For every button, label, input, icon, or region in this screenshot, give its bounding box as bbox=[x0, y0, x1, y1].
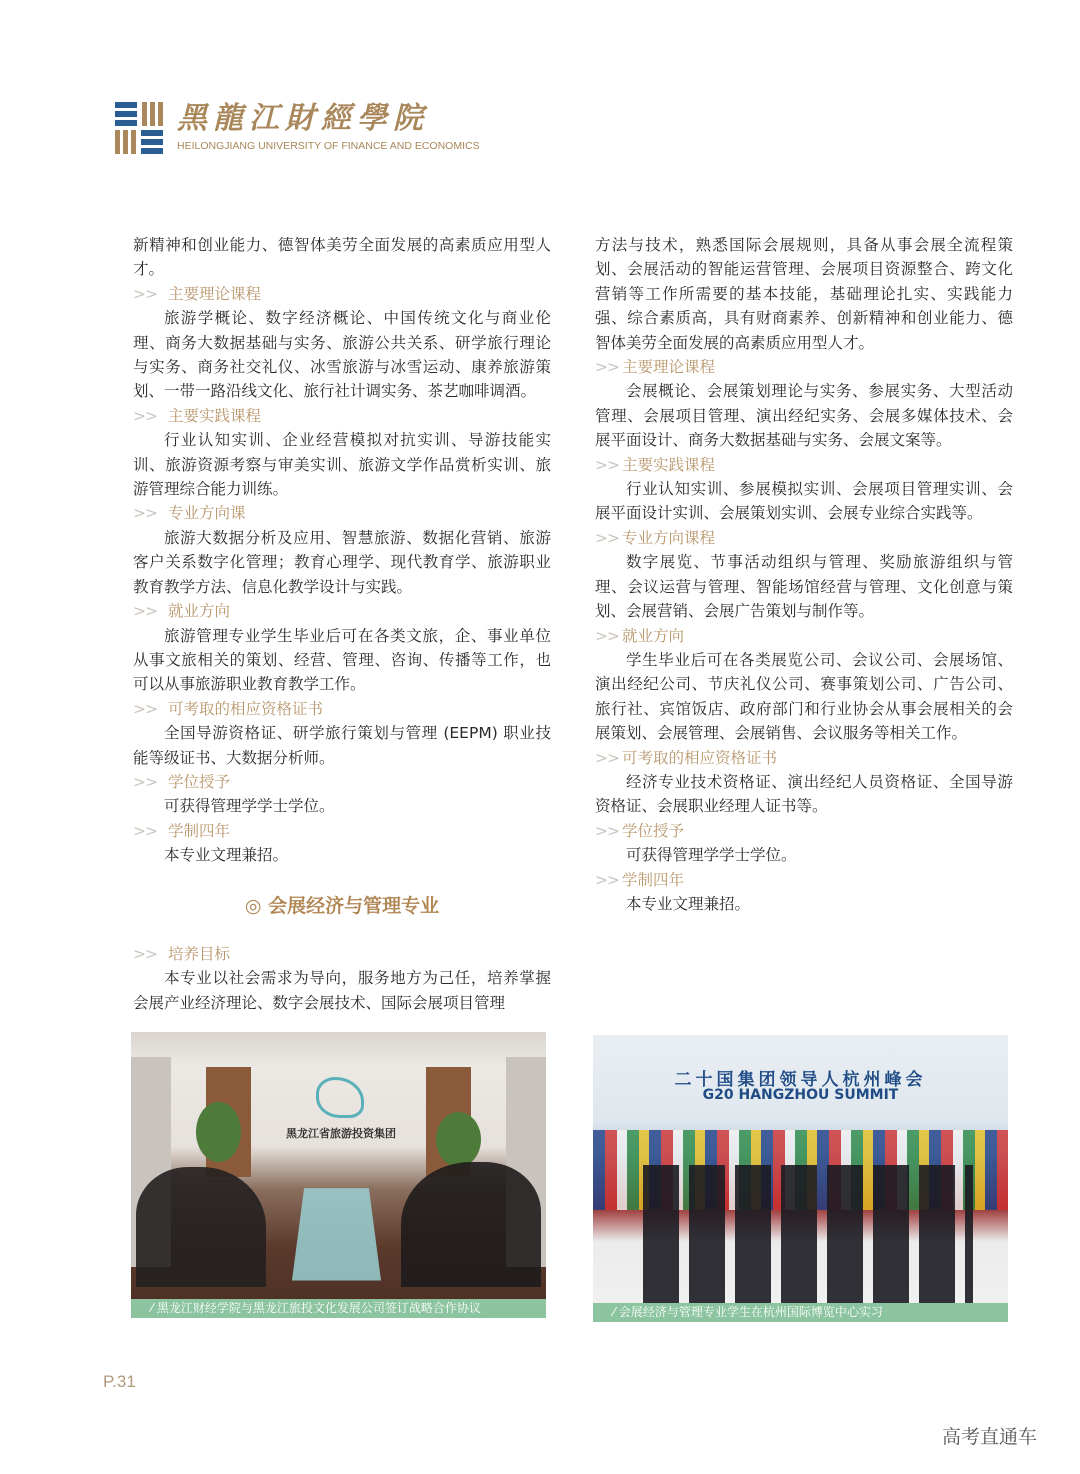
wall-sign: 黑龙江省旅游投资集团 bbox=[286, 1127, 396, 1140]
double-arrow-icon: >> bbox=[133, 504, 157, 523]
section-body: 本专业文理兼招。 bbox=[626, 894, 751, 913]
tourism-logo-icon bbox=[316, 1077, 364, 1118]
section-body: 旅游大数据分析及应用、智慧旅游、数据化营销、旅游客户关系数字化管理；教育心理学、现代教育学、旅游职业教育教学方法、信息化教学设计与实践。 bbox=[133, 528, 551, 596]
double-arrow-icon: >> bbox=[133, 602, 157, 621]
section-body: 行业认知实训、参展模拟实训、会展项目管理实训、会展平面设计实训、会展策划实训、会展专业综合实践等。 bbox=[595, 480, 1013, 523]
section-heading bbox=[595, 868, 1013, 892]
watermark: 高考直通车 bbox=[942, 1426, 1038, 1448]
intro-paragraph: 方法与技术，熟悉国际会展规则，具备从事会展全流程策划、会展活动的智能运营管理、会展项目资源整合、跨文化营销等工作所需要的基本技能，基础理论扎实、实践能力强、综合素质高，具有财商素养、创新精神和创业能力、德智体美劳全面发展的高素质应用型人才。 bbox=[595, 236, 1013, 352]
section-title: 学位授予 bbox=[622, 821, 685, 840]
section-heading bbox=[595, 624, 1013, 648]
page-number: P.31 bbox=[103, 1372, 136, 1391]
section-heading bbox=[133, 770, 551, 794]
section-title: 主要理论课程 bbox=[622, 358, 716, 377]
section-title: 主要理论课程 bbox=[168, 284, 262, 303]
double-arrow-icon: >> bbox=[133, 406, 157, 425]
double-arrow-icon: >> bbox=[595, 358, 619, 377]
section-body: 本专业文理兼招。 bbox=[164, 846, 289, 865]
section-heading bbox=[133, 404, 551, 428]
section-heading bbox=[595, 746, 1013, 770]
photo-caption: ⁄ 会展经济与管理专业学生在杭州国际博览中心实习 bbox=[593, 1303, 1008, 1322]
left-column bbox=[133, 233, 551, 1015]
section-heading bbox=[595, 819, 1013, 843]
section-heading bbox=[133, 282, 551, 306]
double-arrow-icon: >> bbox=[595, 870, 619, 889]
section-body: 可获得管理学学士学位。 bbox=[626, 846, 797, 865]
double-arrow-icon: >> bbox=[595, 528, 619, 547]
section-heading bbox=[133, 942, 551, 966]
summit-sign-cn: 二十国集团领导人杭州峰会 bbox=[674, 1070, 927, 1090]
section-title: 就业方向 bbox=[622, 626, 685, 645]
double-arrow-icon: >> bbox=[133, 699, 157, 718]
double-arrow-icon: >> bbox=[133, 772, 157, 791]
section-title: 就业方向 bbox=[168, 602, 231, 621]
right-column bbox=[595, 233, 1013, 916]
section-title: 主要实践课程 bbox=[622, 455, 716, 474]
section-body: 全国导游资格证、研学旅行策划与管理 (EEPM) 职业技能等级证书、大数据分析师。 bbox=[133, 724, 551, 767]
section-body: 数字展览、节事活动组织与管理、奖励旅游组织与管理、会议运营与管理、智能场馆经营与管理、文化创意与策划、会展营销、会展广告策划与制作等。 bbox=[595, 553, 1013, 621]
intro-paragraph: 新精神和创业能力、德智体美劳全面发展的高素质应用型人才。 bbox=[133, 236, 551, 279]
photo-g20-summit bbox=[593, 1035, 1008, 1322]
section-body: 旅游学概论、数字经济概论、中国传统文化与商业伦理、商务大数据基础与实务、旅游公共关系、研学旅行理论与实务、商务社交礼仪、冰雪旅游与冰雪运动、康养旅游策划、一带一路沿线文化、旅行社计调实务、茶艺咖啡调酒。 bbox=[133, 309, 551, 401]
section-title: 学制四年 bbox=[622, 870, 685, 889]
section-body: 行业认知实训、企业经营模拟对抗实训、导游技能实训、旅游资源考察与审美实训、旅游文学作品赏析实训、旅游管理综合能力训练。 bbox=[133, 431, 551, 499]
logo-chinese-name: 黑龍江財經學院 bbox=[177, 101, 429, 136]
double-arrow-icon: >> bbox=[595, 748, 619, 767]
section-body: 会展概论、会展策划理论与实务、参展实务、大型活动管理、会展项目管理、演出经纪实务、会展多媒体技术、会展平面设计、商务大数据基础与实务、会展文案等。 bbox=[595, 382, 1013, 450]
photo-signing-ceremony bbox=[131, 1032, 546, 1318]
section-title: 专业方向课 bbox=[168, 504, 246, 523]
double-arrow-icon: >> bbox=[595, 626, 619, 645]
double-arrow-icon: >> bbox=[133, 944, 157, 963]
section-heading bbox=[595, 526, 1013, 550]
logo-mark-icon bbox=[115, 102, 165, 154]
section-title: 培养目标 bbox=[168, 944, 231, 963]
section-title: 学位授予 bbox=[168, 772, 231, 791]
section-body: 旅游管理专业学生毕业后可在各类文旅，企、事业单位从事文旅相关的策划、经营、管理、咨询、传播等工作，也可以从事旅游职业教育教学工作。 bbox=[133, 626, 551, 694]
section-body: 本专业以社会需求为导向，服务地方为己任，培养掌握会展产业经济理论、数字会展技术、国际会展项目管理 bbox=[133, 969, 551, 1012]
summit-sign-en: G20 HANGZHOU SUMMIT bbox=[702, 1087, 899, 1103]
section-title: 主要实践课程 bbox=[168, 406, 262, 425]
section-title: 专业方向课程 bbox=[622, 528, 716, 547]
double-arrow-icon: >> bbox=[133, 284, 157, 303]
section-heading bbox=[133, 819, 551, 843]
section-title: 可考取的相应资格证书 bbox=[622, 748, 778, 767]
section-heading bbox=[133, 697, 551, 721]
photo-caption: ⁄ 黑龙江财经学院与黑龙江旅投文化发展公司签订战略合作协议 bbox=[131, 1299, 546, 1318]
section-title: 可考取的相应资格证书 bbox=[168, 699, 324, 718]
section-title: 学制四年 bbox=[168, 821, 231, 840]
students-group bbox=[643, 1165, 973, 1305]
section-heading bbox=[133, 501, 551, 525]
section-body: 学生毕业后可在各类展览公司、会议公司、会展场馆、演出经纪公司、节庆礼仪公司、赛事策划公司、广告公司、旅行社、宾馆饭店、政府部门和行业协会从事会展相关的会展策划、会展管理、会展销售、会议服务等相关工作。 bbox=[595, 650, 1013, 743]
section-body: 可获得管理学学士学位。 bbox=[164, 797, 335, 816]
university-logo bbox=[115, 102, 480, 154]
section-heading bbox=[133, 599, 551, 623]
major-title: ◎ 会展经济与管理专业 bbox=[244, 894, 440, 917]
logo-english-name: HEILONGJIANG UNIVERSITY OF FINANCE AND ECONOMICS bbox=[177, 140, 480, 152]
section-heading bbox=[595, 453, 1013, 477]
section-heading bbox=[595, 355, 1013, 379]
double-arrow-icon: >> bbox=[133, 821, 157, 840]
double-arrow-icon: >> bbox=[595, 821, 619, 840]
double-arrow-icon: >> bbox=[595, 455, 619, 474]
section-body: 经济专业技术资格证、演出经纪人员资格证、全国导游资格证、会展职业经理人证书等。 bbox=[595, 772, 1013, 816]
